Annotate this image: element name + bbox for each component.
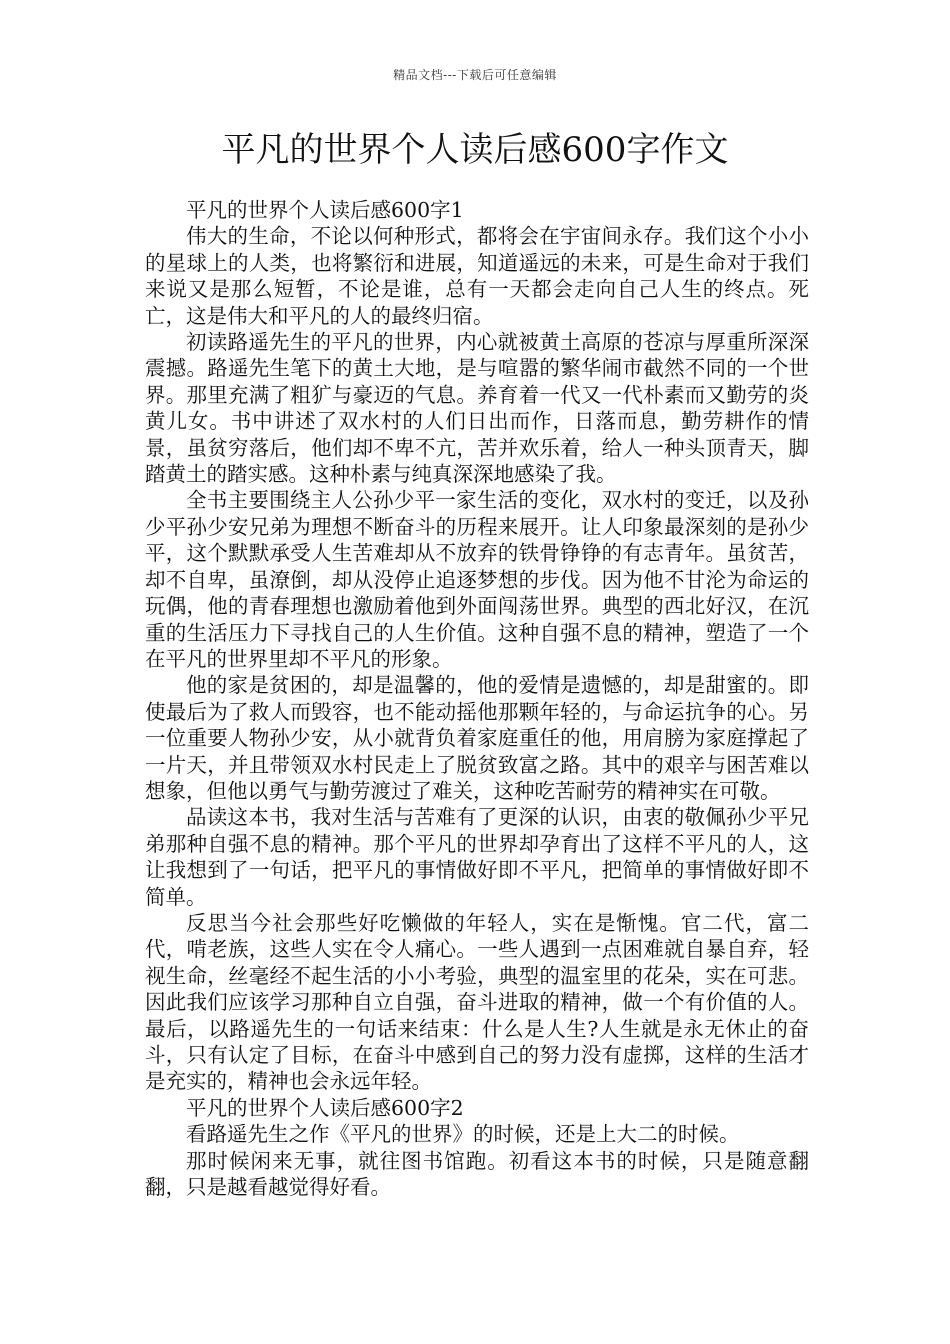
section-heading-2: 平凡的世界个人读后感600字2 bbox=[186, 1095, 464, 1120]
paragraph: 初读路遥先生的平凡的世界，内心就被黄土高原的苍凉与厚重所深深震撼。路遥先生笔下的黄土大地，是与喧嚣的繁华闹市截然不同的一个世界。那里充满了粗犷与豪迈的气息。养育着一代又一代朴素而又勤劳的炎黄儿女。书中讲述了双水村的人们日出而作，日落而息，勤劳耕作的情景，虽贫穷落后，他们却不卑不亢，苦并欢乐着，给人一种头顶青天，脚踏黄土的踏实感。这种朴素与纯真深深地感染了我。 bbox=[145, 330, 809, 487]
paragraph: 看路遥先生之作《平凡的世界》的时候，还是上大二的时候。 bbox=[186, 1122, 740, 1147]
paragraph: 那时候闲来无事，就往图书馆跑。初看这本书的时候，只是随意翻翻，只是越看越觉得好看。 bbox=[145, 1148, 809, 1200]
header-note: 精品文档---下载后可任意编辑 bbox=[393, 68, 557, 82]
paragraph: 伟大的生命，不论以何种形式，都将会在宇宙间永存。我们这个小小的星球上的人类，也将繁衍和进展，知道遥远的未来，可是生命对于我们来说又是那么短暂，不论是谁，总有一天都会走向自己人生的终点。死亡，这是伟大和平凡的人的最终归宿。 bbox=[145, 224, 809, 328]
paragraph: 全书主要围绕主人公孙少平一家生活的变化，双水村的变迁，以及孙少平孙少安兄弟为理想不断奋斗的历程来展开。让人印象最深刻的是孙少平，这个默默承受人生苦难却从不放弃的铁骨铮铮的有志青年。虽贫苦，却不自卑，虽潦倒，却从没停止追逐梦想的步伐。因为他不甘沦为命运的玩偶，他的青春理想也激励着他到外面闯荡世界。典型的西北好汉，在沉重的生活压力下寻找自己的人生价值。这种自强不息的精神，塑造了一个在平凡的世界里却不平凡的形象。 bbox=[145, 488, 809, 671]
document-title: 平凡的世界个人读后感600字作文 bbox=[221, 130, 729, 170]
paragraph: 反思当今社会那些好吃懒做的年轻人，实在是惭愧。官二代，富二代，啃老族，这些人实在令人痛心。一些人遇到一点困难就自暴自弃，轻视生命，丝毫经不起生活的小小考验，典型的温室里的花朵，实在可悲。因此我们应该学习那种自立自强，奋斗进取的精神，做一个有价值的人。最后，以路遥先生的一句话来结束：什么是人生?人生就是永无休止的奋斗，只有认定了目标，在奋斗中感到自己的努力没有虚掷，这样的生活才是充实的，精神也会永远年轻。 bbox=[145, 910, 809, 1094]
paragraph: 品读这本书，我对生活与苦难有了更深的认识，由衷的敬佩孙少平兄弟那种自强不息的精神。那个平凡的世界却孕育出了这样不平凡的人，这让我想到了一句话，把平凡的事情做好即不平凡，把简单的事情做好即不简单。 bbox=[145, 805, 809, 909]
section-heading-1: 平凡的世界个人读后感600字1 bbox=[186, 198, 464, 222]
paragraph: 他的家是贫困的，却是温馨的，他的爱情是遗憾的，却是甜蜜的。即使最后为了救人而毁容，也不能动摇他那颗年轻的，与命运抗争的心。另一位重要人物孙少安，从小就背负着家庭重任的他，用肩膀为家庭撑起了一片天，并且带领双水村民走上了脱贫致富之路。其中的艰辛与困苦难以想象，但他以勇气与勤劳渡过了难关，这种吃苦耐劳的精神实在可敬。 bbox=[145, 673, 809, 803]
document-body bbox=[145, 197, 809, 1200]
